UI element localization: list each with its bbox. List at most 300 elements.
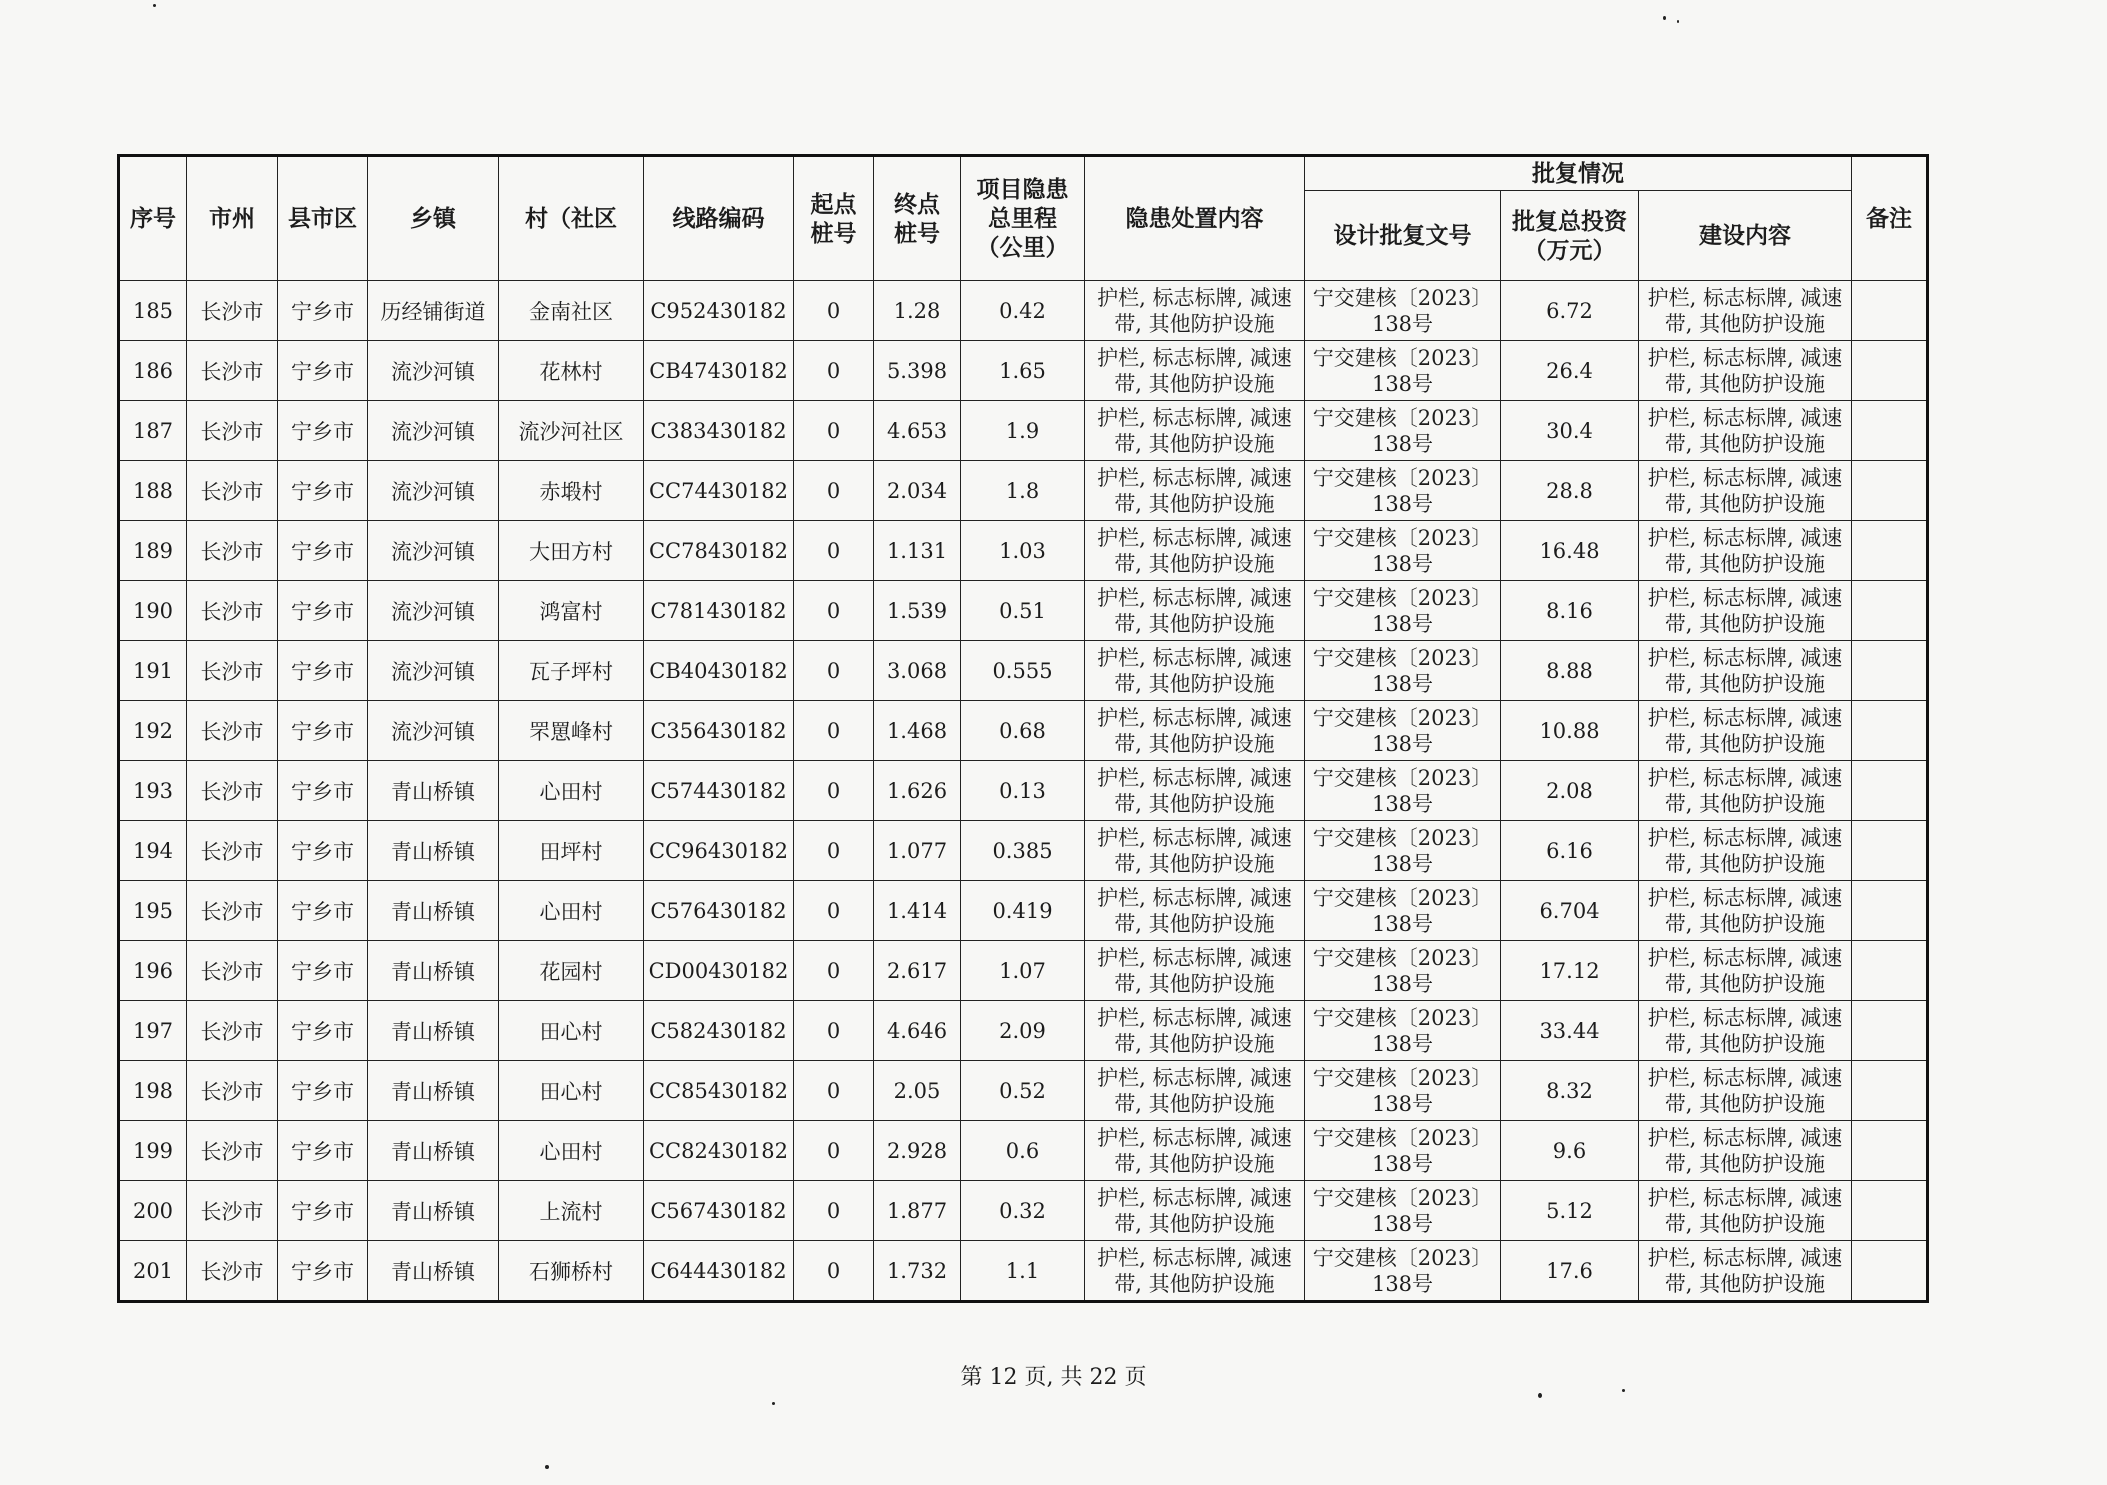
- cell-seq: 200: [119, 1181, 187, 1241]
- cell-investment: 10.88: [1501, 701, 1639, 761]
- scan-speck: [545, 1465, 549, 1469]
- cell-end-stake: 5.398: [874, 341, 961, 401]
- cell-route-code: CC82430182: [644, 1121, 794, 1181]
- cell-measures-line-1: 护栏, 标志标牌, 减速: [1097, 405, 1292, 430]
- scan-speck: [153, 4, 156, 7]
- cell-city: 长沙市: [187, 281, 278, 341]
- cell-approval-doc: [1305, 761, 1501, 821]
- cell-approval-doc: [1305, 401, 1501, 461]
- cell-construction-line-2: 带, 其他防护设施: [1664, 1091, 1826, 1116]
- cell-construction: [1639, 1241, 1852, 1302]
- cell-measures-line-1: 护栏, 标志标牌, 减速: [1097, 585, 1292, 610]
- cell-town: 青山桥镇: [368, 821, 499, 881]
- cell-remark: [1852, 1181, 1928, 1241]
- cell-start-stake: 0: [794, 1001, 874, 1061]
- cell-mileage: 0.68: [961, 701, 1085, 761]
- cell-end-stake: 1.131: [874, 521, 961, 581]
- cell-approval-doc: [1305, 281, 1501, 341]
- cell-end-stake: 1.077: [874, 821, 961, 881]
- cell-measures: [1085, 581, 1305, 641]
- cell-village: 瓦子坪村: [499, 641, 644, 701]
- cell-village: 石狮桥村: [499, 1241, 644, 1302]
- cell-approval-doc-line-2: 138号: [1371, 371, 1434, 396]
- cell-seq: 194: [119, 821, 187, 881]
- cell-town: 青山桥镇: [368, 1181, 499, 1241]
- cell-mileage: 1.8: [961, 461, 1085, 521]
- cell-start-stake: 0: [794, 821, 874, 881]
- cell-seq: 188: [119, 461, 187, 521]
- cell-measures: [1085, 821, 1305, 881]
- cell-town: 流沙河镇: [368, 401, 499, 461]
- cell-seq: 187: [119, 401, 187, 461]
- cell-measures-line-1: 护栏, 标志标牌, 减速: [1097, 945, 1292, 970]
- cell-measures: [1085, 341, 1305, 401]
- cell-construction-line-1: 护栏, 标志标牌, 减速: [1647, 705, 1843, 730]
- cell-measures-line-1: 护栏, 标志标牌, 减速: [1097, 825, 1292, 850]
- cell-route-code: CC74430182: [644, 461, 794, 521]
- cell-approval-doc-line-1: 宁交建核〔2023〕: [1312, 285, 1493, 310]
- table-row: [119, 341, 1928, 401]
- cell-mileage: 1.1: [961, 1241, 1085, 1302]
- table-row: [119, 1241, 1928, 1302]
- header-seq: 序号: [119, 156, 187, 281]
- cell-route-code: CC78430182: [644, 521, 794, 581]
- cell-measures-line-1: 护栏, 标志标牌, 减速: [1097, 525, 1292, 550]
- cell-measures: [1085, 641, 1305, 701]
- cell-approval-doc-line-1: 宁交建核〔2023〕: [1312, 945, 1493, 970]
- cell-measures: [1085, 761, 1305, 821]
- table-row: [119, 521, 1928, 581]
- header-village: 村（社区: [499, 156, 644, 281]
- cell-town: 流沙河镇: [368, 641, 499, 701]
- cell-approval-doc: [1305, 821, 1501, 881]
- header-town: 乡镇: [368, 156, 499, 281]
- cell-measures-line-1: 护栏, 标志标牌, 减速: [1097, 705, 1292, 730]
- cell-start-stake: 0: [794, 581, 874, 641]
- cell-investment: 6.72: [1501, 281, 1639, 341]
- cell-county: 宁乡市: [278, 701, 368, 761]
- cell-construction: [1639, 341, 1852, 401]
- table-body: [119, 281, 1928, 1302]
- header-construction: 建设内容: [1639, 191, 1852, 281]
- cell-construction-line-1: 护栏, 标志标牌, 减速: [1647, 1005, 1843, 1030]
- cell-village: 田坪村: [499, 821, 644, 881]
- table-row: [119, 881, 1928, 941]
- cell-construction-line-1: 护栏, 标志标牌, 减速: [1647, 585, 1843, 610]
- cell-construction-line-2: 带, 其他防护设施: [1664, 911, 1826, 936]
- cell-construction: [1639, 941, 1852, 1001]
- cell-investment: 8.32: [1501, 1061, 1639, 1121]
- cell-construction-line-1: 护栏, 标志标牌, 减速: [1647, 405, 1843, 430]
- cell-seq: 191: [119, 641, 187, 701]
- cell-remark: [1852, 1061, 1928, 1121]
- cell-city: 长沙市: [187, 821, 278, 881]
- cell-construction-line-2: 带, 其他防护设施: [1664, 551, 1826, 576]
- cell-route-code: CC96430182: [644, 821, 794, 881]
- cell-end-stake: 1.732: [874, 1241, 961, 1302]
- cell-county: 宁乡市: [278, 1121, 368, 1181]
- cell-start-stake: 0: [794, 941, 874, 1001]
- cell-start-stake: 0: [794, 761, 874, 821]
- table-row: [119, 281, 1928, 341]
- cell-approval-doc-line-1: 宁交建核〔2023〕: [1312, 645, 1493, 670]
- cell-investment: 8.88: [1501, 641, 1639, 701]
- cell-construction-line-1: 护栏, 标志标牌, 减速: [1647, 1065, 1843, 1090]
- cell-seq: 199: [119, 1121, 187, 1181]
- cell-village: 流沙河社区: [499, 401, 644, 461]
- cell-construction-line-1: 护栏, 标志标牌, 减速: [1647, 285, 1843, 310]
- cell-measures-line-2: 带, 其他防护设施: [1114, 911, 1275, 936]
- table-row: [119, 1121, 1928, 1181]
- table-row: [119, 461, 1928, 521]
- cell-construction-line-1: 护栏, 标志标牌, 减速: [1647, 1125, 1843, 1150]
- cell-remark: [1852, 281, 1928, 341]
- header-measures: 隐患处置内容: [1085, 156, 1305, 281]
- cell-start-stake: 0: [794, 461, 874, 521]
- cell-start-stake: 0: [794, 401, 874, 461]
- cell-investment: 26.4: [1501, 341, 1639, 401]
- cell-construction: [1639, 461, 1852, 521]
- header-remark: 备注: [1852, 156, 1928, 281]
- cell-construction: [1639, 881, 1852, 941]
- cell-village: 田心村: [499, 1061, 644, 1121]
- cell-county: 宁乡市: [278, 461, 368, 521]
- cell-approval-doc-line-1: 宁交建核〔2023〕: [1312, 345, 1493, 370]
- cell-end-stake: 2.05: [874, 1061, 961, 1121]
- cell-county: 宁乡市: [278, 641, 368, 701]
- cell-construction: [1639, 281, 1852, 341]
- cell-start-stake: 0: [794, 881, 874, 941]
- cell-investment: 8.16: [1501, 581, 1639, 641]
- cell-village: 心田村: [499, 881, 644, 941]
- cell-remark: [1852, 701, 1928, 761]
- cell-route-code: CB40430182: [644, 641, 794, 701]
- cell-approval-doc: [1305, 1121, 1501, 1181]
- header-approval-doc: 设计批复文号: [1305, 191, 1501, 281]
- cell-city: 长沙市: [187, 521, 278, 581]
- cell-measures-line-1: 护栏, 标志标牌, 减速: [1097, 765, 1292, 790]
- cell-construction-line-1: 护栏, 标志标牌, 减速: [1647, 525, 1843, 550]
- cell-route-code: C644430182: [644, 1241, 794, 1302]
- cell-seq: 186: [119, 341, 187, 401]
- cell-seq: 195: [119, 881, 187, 941]
- cell-mileage: 0.42: [961, 281, 1085, 341]
- cell-remark: [1852, 881, 1928, 941]
- cell-measures: [1085, 1061, 1305, 1121]
- cell-construction-line-2: 带, 其他防护设施: [1664, 371, 1826, 396]
- cell-approval-doc-line-2: 138号: [1371, 491, 1434, 516]
- cell-village: 大田方村: [499, 521, 644, 581]
- cell-approval-doc: [1305, 881, 1501, 941]
- cell-village: 罘罳峰村: [499, 701, 644, 761]
- cell-mileage: 1.07: [961, 941, 1085, 1001]
- cell-route-code: C383430182: [644, 401, 794, 461]
- cell-mileage: 1.9: [961, 401, 1085, 461]
- cell-approval-doc-line-1: 宁交建核〔2023〕: [1312, 465, 1493, 490]
- cell-construction-line-2: 带, 其他防护设施: [1664, 671, 1826, 696]
- cell-county: 宁乡市: [278, 581, 368, 641]
- cell-mileage: 0.6: [961, 1121, 1085, 1181]
- header-city: 市州: [187, 156, 278, 281]
- cell-city: 长沙市: [187, 881, 278, 941]
- cell-approval-doc-line-2: 138号: [1371, 1031, 1434, 1056]
- cell-end-stake: 1.626: [874, 761, 961, 821]
- cell-measures-line-2: 带, 其他防护设施: [1114, 1211, 1275, 1236]
- cell-investment: 28.8: [1501, 461, 1639, 521]
- cell-approval-doc-line-1: 宁交建核〔2023〕: [1312, 705, 1493, 730]
- cell-measures-line-2: 带, 其他防护设施: [1114, 611, 1275, 636]
- header-start-stake: 起点 桩号: [794, 156, 874, 281]
- cell-investment: 6.16: [1501, 821, 1639, 881]
- cell-approval-doc: [1305, 1001, 1501, 1061]
- cell-measures-line-2: 带, 其他防护设施: [1114, 671, 1275, 696]
- cell-city: 长沙市: [187, 761, 278, 821]
- cell-measures-line-2: 带, 其他防护设施: [1114, 851, 1275, 876]
- cell-approval-doc-line-2: 138号: [1371, 611, 1434, 636]
- cell-city: 长沙市: [187, 641, 278, 701]
- table-row: [119, 581, 1928, 641]
- cell-county: 宁乡市: [278, 1241, 368, 1302]
- cell-measures: [1085, 521, 1305, 581]
- cell-county: 宁乡市: [278, 761, 368, 821]
- cell-mileage: 0.32: [961, 1181, 1085, 1241]
- cell-approval-doc-line-2: 138号: [1371, 311, 1434, 336]
- table-row: [119, 1061, 1928, 1121]
- cell-city: 长沙市: [187, 1001, 278, 1061]
- cell-seq: 198: [119, 1061, 187, 1121]
- cell-approval-doc-line-1: 宁交建核〔2023〕: [1312, 1245, 1493, 1270]
- cell-approval-doc-line-1: 宁交建核〔2023〕: [1312, 525, 1493, 550]
- cell-approval-doc-line-1: 宁交建核〔2023〕: [1312, 885, 1493, 910]
- cell-town: 历经铺街道: [368, 281, 499, 341]
- scan-speck: [1663, 16, 1666, 20]
- cell-approval-doc-line-1: 宁交建核〔2023〕: [1312, 405, 1493, 430]
- cell-town: 流沙河镇: [368, 341, 499, 401]
- cell-mileage: 0.51: [961, 581, 1085, 641]
- cell-measures-line-2: 带, 其他防护设施: [1114, 311, 1275, 336]
- header-county: 县市区: [278, 156, 368, 281]
- cell-remark: [1852, 1241, 1928, 1302]
- cell-start-stake: 0: [794, 1241, 874, 1302]
- cell-construction-line-2: 带, 其他防护设施: [1664, 1211, 1826, 1236]
- cell-village: 心田村: [499, 1121, 644, 1181]
- cell-town: 青山桥镇: [368, 941, 499, 1001]
- cell-end-stake: 1.877: [874, 1181, 961, 1241]
- cell-approval-doc: [1305, 461, 1501, 521]
- cell-construction-line-1: 护栏, 标志标牌, 减速: [1647, 765, 1843, 790]
- cell-approval-doc: [1305, 581, 1501, 641]
- cell-route-code: CB47430182: [644, 341, 794, 401]
- cell-start-stake: 0: [794, 1121, 874, 1181]
- cell-remark: [1852, 341, 1928, 401]
- cell-construction: [1639, 821, 1852, 881]
- cell-approval-doc-line-1: 宁交建核〔2023〕: [1312, 585, 1493, 610]
- cell-remark: [1852, 641, 1928, 701]
- cell-construction: [1639, 641, 1852, 701]
- cell-construction-line-1: 护栏, 标志标牌, 减速: [1647, 345, 1843, 370]
- cell-investment: 5.12: [1501, 1181, 1639, 1241]
- cell-measures-line-2: 带, 其他防护设施: [1114, 431, 1275, 456]
- table-row: [119, 701, 1928, 761]
- cell-measures-line-2: 带, 其他防护设施: [1114, 791, 1275, 816]
- cell-remark: [1852, 941, 1928, 1001]
- cell-county: 宁乡市: [278, 941, 368, 1001]
- cell-city: 长沙市: [187, 941, 278, 1001]
- cell-approval-doc-line-2: 138号: [1371, 1271, 1434, 1296]
- cell-end-stake: 2.034: [874, 461, 961, 521]
- cell-city: 长沙市: [187, 581, 278, 641]
- cell-measures: [1085, 1241, 1305, 1302]
- cell-approval-doc-line-1: 宁交建核〔2023〕: [1312, 1185, 1493, 1210]
- cell-construction-line-2: 带, 其他防护设施: [1664, 1271, 1826, 1296]
- cell-remark: [1852, 581, 1928, 641]
- cell-construction-line-1: 护栏, 标志标牌, 减速: [1647, 1245, 1843, 1270]
- cell-county: 宁乡市: [278, 341, 368, 401]
- cell-construction: [1639, 761, 1852, 821]
- cell-town: 青山桥镇: [368, 881, 499, 941]
- cell-county: 宁乡市: [278, 1001, 368, 1061]
- cell-construction: [1639, 1181, 1852, 1241]
- cell-approval-doc-line-2: 138号: [1371, 1091, 1434, 1116]
- cell-seq: 192: [119, 701, 187, 761]
- cell-town: 流沙河镇: [368, 581, 499, 641]
- cell-city: 长沙市: [187, 461, 278, 521]
- cell-start-stake: 0: [794, 341, 874, 401]
- cell-measures-line-2: 带, 其他防护设施: [1114, 371, 1275, 396]
- cell-city: 长沙市: [187, 1241, 278, 1302]
- cell-construction: [1639, 1061, 1852, 1121]
- cell-remark: [1852, 521, 1928, 581]
- cell-village: 心田村: [499, 761, 644, 821]
- cell-construction-line-2: 带, 其他防护设施: [1664, 851, 1826, 876]
- cell-mileage: 0.555: [961, 641, 1085, 701]
- cell-village: 鸿富村: [499, 581, 644, 641]
- header-approval-group: 批复情况: [1305, 156, 1852, 191]
- cell-construction-line-1: 护栏, 标志标牌, 减速: [1647, 1185, 1843, 1210]
- cell-county: 宁乡市: [278, 821, 368, 881]
- cell-measures: [1085, 881, 1305, 941]
- table-row: [119, 821, 1928, 881]
- cell-village: 上流村: [499, 1181, 644, 1241]
- cell-town: 流沙河镇: [368, 701, 499, 761]
- cell-end-stake: 2.617: [874, 941, 961, 1001]
- cell-end-stake: 2.928: [874, 1121, 961, 1181]
- cell-route-code: CD00430182: [644, 941, 794, 1001]
- cell-measures: [1085, 401, 1305, 461]
- table-row: [119, 401, 1928, 461]
- cell-measures-line-2: 带, 其他防护设施: [1114, 551, 1275, 576]
- cell-approval-doc-line-1: 宁交建核〔2023〕: [1312, 765, 1493, 790]
- cell-start-stake: 0: [794, 1181, 874, 1241]
- cell-investment: 17.6: [1501, 1241, 1639, 1302]
- cell-county: 宁乡市: [278, 881, 368, 941]
- cell-investment: 6.704: [1501, 881, 1639, 941]
- cell-start-stake: 0: [794, 281, 874, 341]
- cell-construction: [1639, 521, 1852, 581]
- cell-construction-line-1: 护栏, 标志标牌, 减速: [1647, 945, 1843, 970]
- cell-measures-line-1: 护栏, 标志标牌, 减速: [1097, 645, 1292, 670]
- cell-approval-doc-line-2: 138号: [1371, 911, 1434, 936]
- cell-seq: 189: [119, 521, 187, 581]
- cell-approval-doc-line-1: 宁交建核〔2023〕: [1312, 1125, 1493, 1150]
- cell-city: 长沙市: [187, 1061, 278, 1121]
- cell-construction: [1639, 701, 1852, 761]
- cell-remark: [1852, 821, 1928, 881]
- cell-construction-line-2: 带, 其他防护设施: [1664, 611, 1826, 636]
- cell-start-stake: 0: [794, 701, 874, 761]
- cell-county: 宁乡市: [278, 521, 368, 581]
- cell-end-stake: 1.539: [874, 581, 961, 641]
- table-row: [119, 761, 1928, 821]
- cell-town: 青山桥镇: [368, 1001, 499, 1061]
- cell-end-stake: 1.28: [874, 281, 961, 341]
- cell-measures: [1085, 941, 1305, 1001]
- cell-measures-line-1: 护栏, 标志标牌, 减速: [1097, 1065, 1292, 1090]
- cell-end-stake: 1.468: [874, 701, 961, 761]
- cell-measures-line-1: 护栏, 标志标牌, 减速: [1097, 1005, 1292, 1030]
- cell-measures: [1085, 1121, 1305, 1181]
- cell-mileage: 2.09: [961, 1001, 1085, 1061]
- cell-construction-line-2: 带, 其他防护设施: [1664, 791, 1826, 816]
- cell-measures-line-2: 带, 其他防护设施: [1114, 491, 1275, 516]
- cell-village: 赤塅村: [499, 461, 644, 521]
- page-number: 第 12 页, 共 22 页: [960, 1365, 1147, 1390]
- cell-construction-line-1: 护栏, 标志标牌, 减速: [1647, 885, 1843, 910]
- cell-construction-line-1: 护栏, 标志标牌, 减速: [1647, 825, 1843, 850]
- cell-route-code: C574430182: [644, 761, 794, 821]
- cell-construction-line-2: 带, 其他防护设施: [1664, 311, 1826, 336]
- cell-measures-line-2: 带, 其他防护设施: [1114, 1031, 1275, 1056]
- cell-approval-doc: [1305, 641, 1501, 701]
- cell-mileage: 0.385: [961, 821, 1085, 881]
- cell-approval-doc: [1305, 341, 1501, 401]
- cell-town: 流沙河镇: [368, 461, 499, 521]
- cell-construction-line-2: 带, 其他防护设施: [1664, 731, 1826, 756]
- cell-route-code: CC85430182: [644, 1061, 794, 1121]
- cell-start-stake: 0: [794, 1061, 874, 1121]
- cell-end-stake: 4.646: [874, 1001, 961, 1061]
- cell-route-code: C356430182: [644, 701, 794, 761]
- cell-approval-doc: [1305, 941, 1501, 1001]
- cell-investment: 30.4: [1501, 401, 1639, 461]
- cell-remark: [1852, 761, 1928, 821]
- cell-measures-line-2: 带, 其他防护设施: [1114, 1151, 1275, 1176]
- cell-measures-line-1: 护栏, 标志标牌, 减速: [1097, 345, 1292, 370]
- cell-village: 金南社区: [499, 281, 644, 341]
- cell-approval-doc: [1305, 701, 1501, 761]
- cell-measures-line-1: 护栏, 标志标牌, 减速: [1097, 285, 1292, 310]
- cell-town: 流沙河镇: [368, 521, 499, 581]
- cell-mileage: 1.65: [961, 341, 1085, 401]
- cell-approval-doc: [1305, 1241, 1501, 1302]
- cell-measures-line-2: 带, 其他防护设施: [1114, 1271, 1275, 1296]
- cell-construction: [1639, 581, 1852, 641]
- cell-measures-line-1: 护栏, 标志标牌, 减速: [1097, 1125, 1292, 1150]
- cell-city: 长沙市: [187, 401, 278, 461]
- header-end-stake: 终点 桩号: [874, 156, 961, 281]
- cell-mileage: 1.03: [961, 521, 1085, 581]
- cell-mileage: 0.13: [961, 761, 1085, 821]
- cell-village: 花园村: [499, 941, 644, 1001]
- cell-mileage: 0.52: [961, 1061, 1085, 1121]
- cell-town: 青山桥镇: [368, 1241, 499, 1302]
- cell-investment: 16.48: [1501, 521, 1639, 581]
- table-row: [119, 1181, 1928, 1241]
- cell-construction-line-1: 护栏, 标志标牌, 减速: [1647, 465, 1843, 490]
- cell-construction: [1639, 401, 1852, 461]
- cell-approval-doc-line-1: 宁交建核〔2023〕: [1312, 825, 1493, 850]
- cell-route-code: C567430182: [644, 1181, 794, 1241]
